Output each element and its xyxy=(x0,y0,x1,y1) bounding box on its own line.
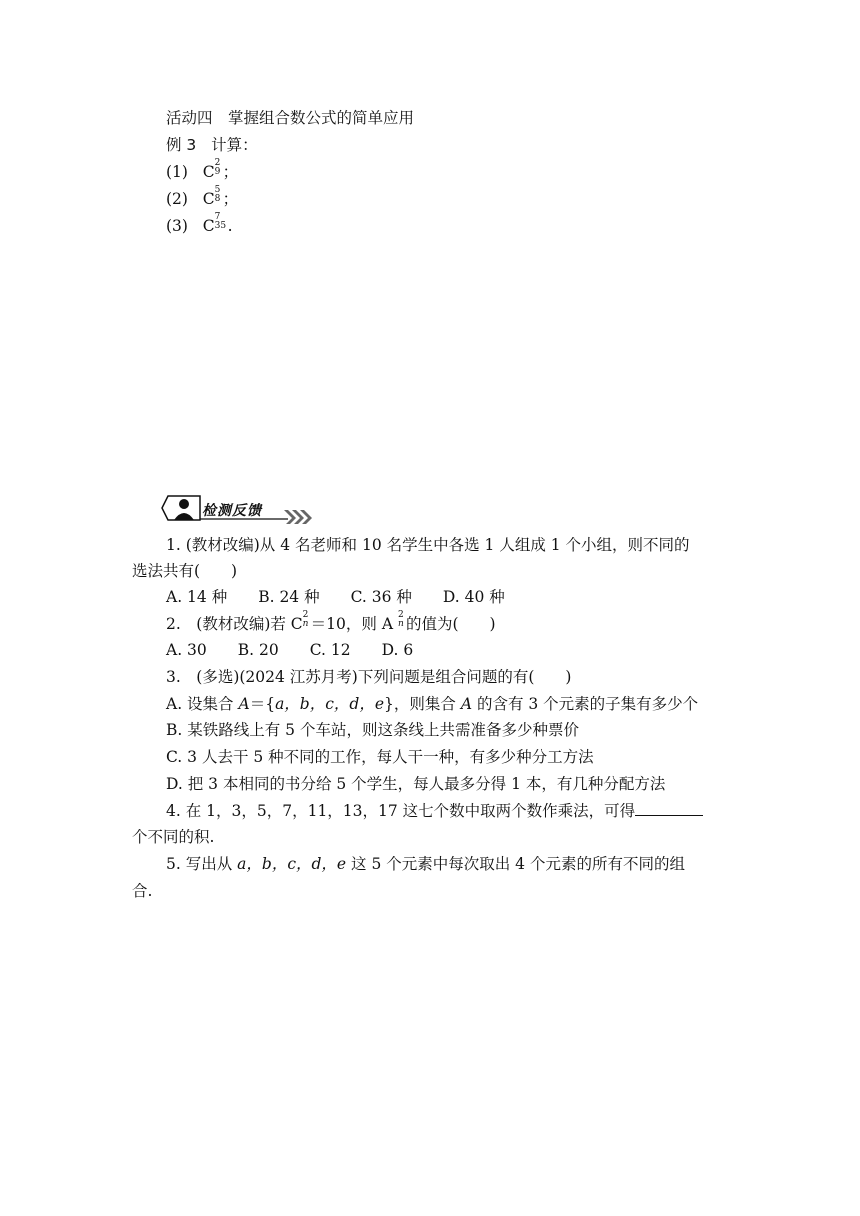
combination-indices: 5 8 xyxy=(214,185,221,204)
q2-stem: 2. (教材改编)若 C 2 n ＝10，则 A 2 n 的值为( ) xyxy=(166,610,496,633)
q3-option-a: A. 设集合 A＝{a，b，c，d，e}，则集合 A 的含有 3 个元素的子集有多少个 xyxy=(166,695,699,713)
q3-option-b: B. 某铁路线上有 5 个车站，则这条线上共需准备多少种票价 xyxy=(166,721,579,739)
q1-stem-line1: 1. (教材改编)从 4 名老师和 10 名学生中各选 1 人组成 1 个小组，则不同的 xyxy=(166,536,690,554)
answer-blank[interactable] xyxy=(635,801,703,816)
item-number: (2) xyxy=(166,190,188,208)
combination-symbol: C xyxy=(202,217,215,235)
q3-option-c: C. 3 人去干 5 种不同的工作，每人干一种，有多少种分工方法 xyxy=(166,748,594,766)
person-icon xyxy=(162,496,200,520)
activity-title: 活动四 掌握组合数公式的简单应用 xyxy=(166,109,415,127)
combination-indices: 2 9 xyxy=(214,158,221,177)
item-number: (3) xyxy=(166,217,188,235)
example-item: (3) C 7 35 . xyxy=(166,212,233,235)
q1-stem-line2: 选法共有( ) xyxy=(132,562,238,580)
q1-options: A. 14 种 B. 24 种 C. 36 种 D. 40 种 xyxy=(166,588,505,606)
q5-stem-line1: 5. 写出从 a，b，c，d，e 这 5 个元素中每次取出 4 个元素的所有不同的组 xyxy=(166,855,685,873)
combination-symbol: C xyxy=(202,163,215,181)
q3-stem: 3. (多选)(2024 江苏月考)下列问题是组合问题的有( ) xyxy=(166,668,572,686)
combination-indices: 2 n xyxy=(302,610,309,629)
q4-stem-line1: 4. 在 1，3，5，7，11，13，17 这七个数中取两个数作乘法，可得 xyxy=(166,801,703,821)
q4-stem-line2: 个不同的积. xyxy=(132,828,215,846)
example-prompt: 计算： xyxy=(211,136,258,154)
chevrons-icon xyxy=(284,510,312,524)
item-number: (1) xyxy=(166,163,188,181)
q3-option-d: D. 把 3 本相同的书分给 5 个学生，每人最多分得 1 本，有几种分配方法 xyxy=(166,775,666,793)
arrangement-indices: 2 n xyxy=(397,610,404,629)
banner-label: 检测反馈 xyxy=(202,503,262,519)
combination-symbol: C xyxy=(202,190,215,208)
example-label: 例 3 xyxy=(166,136,197,154)
example-heading xyxy=(166,135,258,155)
q2-options: A. 30 B. 20 C. 12 D. 6 xyxy=(166,641,414,659)
q5-stem-line2: 合. xyxy=(132,882,153,900)
combination-indices: 7 35 xyxy=(214,212,227,231)
example-item: (2) C 5 8 ； xyxy=(166,185,239,208)
example-item: (1) C 2 9 ； xyxy=(166,158,239,181)
